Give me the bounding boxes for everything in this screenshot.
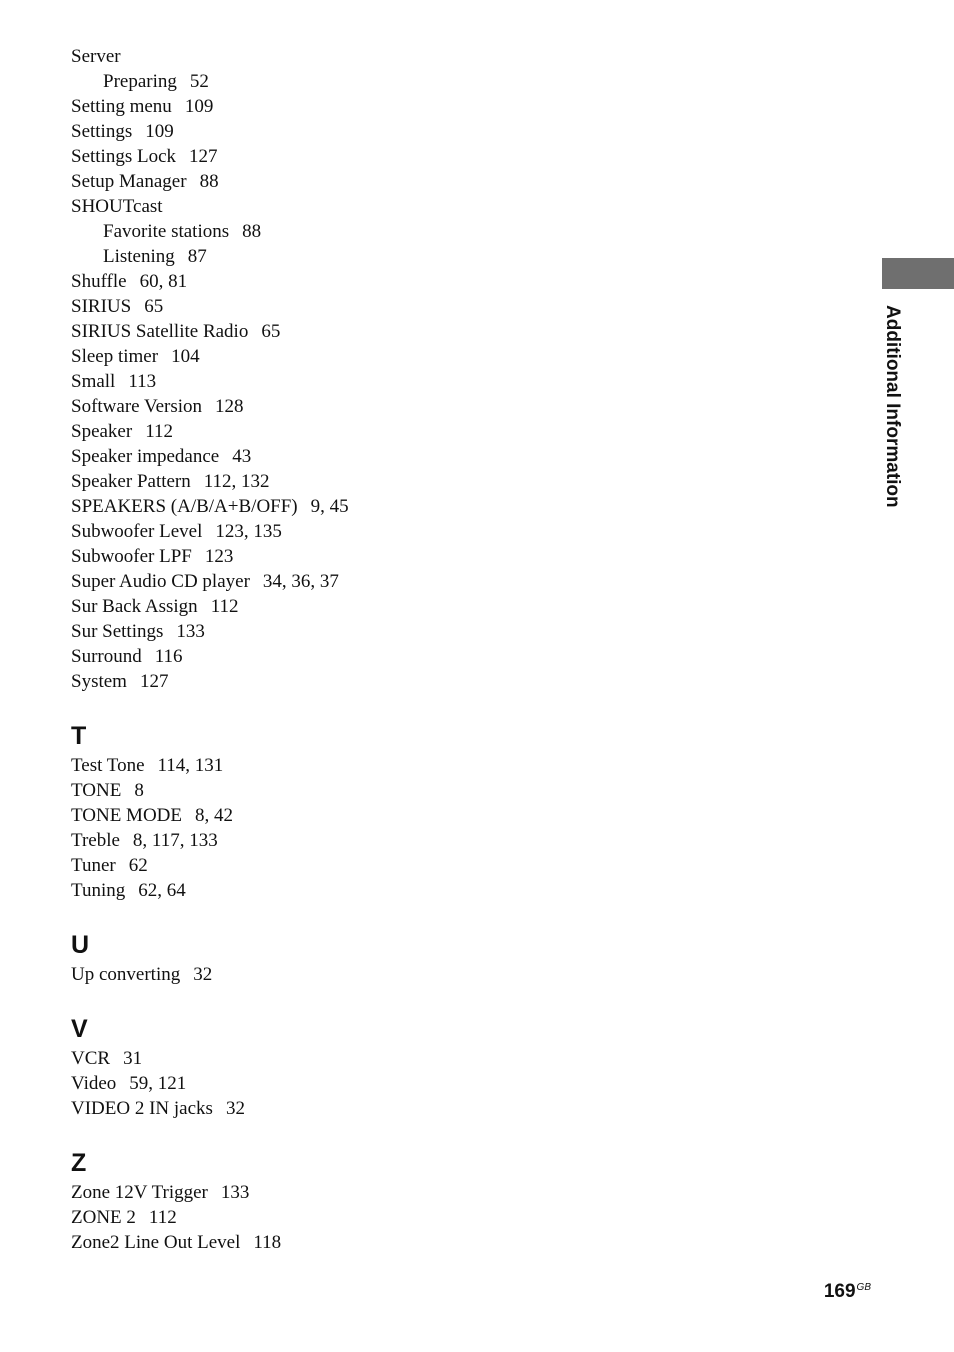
index-entry [71, 753, 771, 778]
index-letter-heading: Z [71, 1149, 87, 1177]
index-entry [71, 778, 771, 803]
index-term: Setup Manager [71, 171, 187, 192]
page-number [824, 1281, 871, 1303]
index-entry [71, 419, 771, 444]
index-page-refs: 88 [242, 221, 262, 242]
index-term: TONE MODE [71, 805, 183, 826]
index-page-refs: 133 [220, 1182, 250, 1203]
index-entry [71, 803, 771, 828]
index-entry [71, 1046, 771, 1071]
index-page-refs: 88 [199, 171, 219, 192]
index-page-refs: 32 [193, 964, 213, 985]
index-entry [71, 194, 771, 219]
index-entry [71, 444, 771, 469]
index-term: SPEAKERS (A/B/A+B/OFF) [71, 496, 298, 517]
index-term: Listening [103, 246, 175, 267]
index-page-refs: 31 [123, 1048, 143, 1069]
index-page-refs: 65 [144, 296, 164, 317]
index-page-refs: 118 [253, 1232, 282, 1253]
index-entry [71, 619, 771, 644]
index-letter-heading: V [71, 1015, 88, 1043]
index-term: SIRIUS Satellite Radio [71, 321, 249, 342]
index-term: Server [71, 46, 121, 67]
index-page-refs: 62 [128, 855, 148, 876]
index-entry [71, 144, 771, 169]
index-page-refs: 114, 131 [157, 755, 224, 776]
index-entry [71, 1071, 771, 1096]
index-term: Super Audio CD player [71, 571, 250, 592]
index-term: SIRIUS [71, 296, 132, 317]
index-term: System [71, 671, 127, 692]
index-term: Favorite stations [103, 221, 230, 242]
index-entry [71, 644, 771, 669]
index-term: Tuner [71, 855, 116, 876]
index-subentry [71, 244, 771, 269]
index-term: Setting menu [71, 96, 172, 117]
index-term: Up converting [71, 964, 181, 985]
index-term: Speaker [71, 421, 133, 442]
index-entry [71, 44, 771, 69]
index-entry [71, 94, 771, 119]
index-term: Subwoofer LPF [71, 546, 192, 567]
index-entry [71, 369, 771, 394]
index-term: Sur Back Assign [71, 596, 198, 617]
page-number-value: 169 [823, 1281, 856, 1302]
index-term: Speaker Pattern [71, 471, 191, 492]
index-term: Zone2 Line Out Level [71, 1232, 241, 1253]
index-page-refs: 112 [148, 1207, 177, 1228]
index-term: VCR [71, 1048, 111, 1069]
index-entry [71, 344, 771, 369]
index-term: VIDEO 2 IN jacks [71, 1098, 213, 1119]
index-subentry [71, 69, 771, 94]
index-letter-heading: U [71, 931, 90, 959]
index-term: Shuffle [71, 271, 127, 292]
index-page-refs: 34, 36, 37 [262, 571, 339, 592]
section-label: Additional Information [882, 305, 903, 508]
index-entry [71, 494, 771, 519]
index-entry [71, 853, 771, 878]
index-term: SHOUTcast [71, 196, 163, 217]
index-entry [71, 962, 771, 987]
index-term: Preparing [103, 71, 177, 92]
index-entry [71, 669, 771, 694]
index-entry [71, 1205, 771, 1230]
index-page-refs: 128 [215, 396, 244, 417]
index-entry [71, 169, 771, 194]
index-entry [71, 294, 771, 319]
index-entry [71, 594, 771, 619]
index-page-refs: 8, 42 [195, 805, 234, 826]
index-term: Video [71, 1073, 117, 1094]
index-page-refs: 8 [134, 780, 144, 801]
index-entry [71, 1180, 771, 1205]
index-term: Test Tone [71, 755, 145, 776]
index-entry [71, 569, 771, 594]
index-term: Small [71, 371, 116, 392]
index-entry [71, 828, 771, 853]
index-page-refs: 133 [176, 621, 205, 642]
index-term: Settings Lock [71, 146, 177, 167]
index-page-refs: 32 [225, 1098, 245, 1119]
index-entry [71, 119, 771, 144]
index-page-refs: 65 [261, 321, 281, 342]
index-page-refs: 123, 135 [215, 521, 282, 542]
index-page-refs: 43 [232, 446, 252, 467]
index-page-refs: 112, 132 [203, 471, 270, 492]
index-page-refs: 60, 81 [139, 271, 188, 292]
index-entry [71, 1096, 771, 1121]
index-term: Sleep timer [71, 346, 159, 367]
index-page-refs: 104 [171, 346, 200, 367]
index-page-refs: 62, 64 [138, 880, 186, 901]
index-page-refs: 127 [139, 671, 169, 692]
index-term: Software Version [71, 396, 203, 417]
index-entry [71, 394, 771, 419]
index-term: Sur Settings [71, 621, 164, 642]
index-page-refs: 123 [204, 546, 234, 567]
index-term: Subwoofer Level [71, 521, 203, 542]
index-page-refs: 109 [145, 121, 174, 142]
index-page-refs: 112 [210, 596, 239, 617]
index-subentry [71, 219, 771, 244]
index-entry [71, 544, 771, 569]
index-term: Settings [71, 121, 133, 142]
index-page-refs: 9, 45 [310, 496, 349, 517]
index-term: ZONE 2 [71, 1207, 136, 1228]
index-page-refs: 52 [189, 71, 209, 92]
index-page-refs: 116 [154, 646, 183, 667]
index-page-refs: 113 [128, 371, 157, 392]
index-term: TONE [71, 780, 122, 801]
index-entry [71, 878, 771, 903]
index-page-refs: 87 [187, 246, 207, 267]
index-entry [71, 519, 771, 544]
index-entry [71, 319, 771, 344]
page-number-suffix: GB [856, 1282, 871, 1293]
section-tab-bar [882, 258, 954, 289]
index-page-refs: 112 [145, 421, 173, 442]
index-letter-heading: T [71, 722, 87, 750]
index-term: Tuning [71, 880, 126, 901]
index-page-refs: 109 [184, 96, 214, 117]
index-entry [71, 1230, 771, 1255]
index-term: Speaker impedance [71, 446, 220, 467]
index-column [71, 44, 771, 1255]
index-term: Treble [71, 830, 120, 851]
index-entry [71, 269, 771, 294]
index-entry [71, 469, 771, 494]
index-page-refs: 59, 121 [129, 1073, 187, 1094]
index-term: Surround [71, 646, 142, 667]
index-page-refs: 127 [189, 146, 218, 167]
index-term: Zone 12V Trigger [71, 1182, 208, 1203]
index-page-refs: 8, 117, 133 [132, 830, 218, 851]
